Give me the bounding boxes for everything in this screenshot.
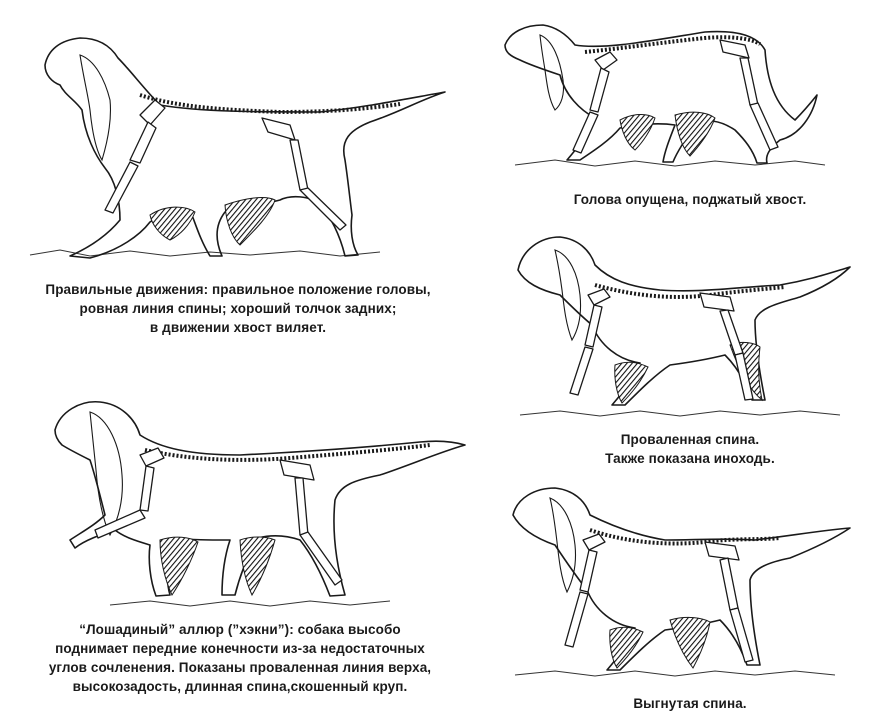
figure-correct-movement: [0, 0, 470, 340]
caption-roach-back: [495, 694, 885, 713]
dog-illustration-hackney: [0, 390, 490, 615]
dog-illustration-roach-back: [495, 480, 885, 685]
caption-hackney-gait: [5, 620, 475, 696]
figure-head-down: [495, 0, 885, 215]
caption-line: Также показана иноходь.: [605, 451, 775, 466]
caption-line: ровная линия спины; хороший толчок задних;: [79, 301, 397, 316]
figure-hackney-gait: [0, 390, 490, 722]
caption-head-down: [495, 190, 885, 209]
dog-illustration-sway-back: [500, 215, 885, 425]
caption-sway-back: [500, 430, 880, 468]
caption-line: высокозадость, длинная спина,скошенный круп.: [72, 679, 408, 694]
caption-line: углов сочленения. Показаны провaленная линия верха,: [48, 660, 432, 675]
dog-illustration-correct: [0, 0, 470, 270]
dog-illustration-head-down: [495, 0, 885, 180]
caption-line: в движении хвост виляет.: [149, 320, 327, 335]
caption-line: Правильные движения: правильное положение головы,: [45, 282, 431, 297]
caption-correct-movement: [18, 280, 458, 337]
figure-roach-back: [495, 480, 885, 722]
caption-line: Выгнутая спина.: [633, 696, 747, 711]
caption-line: “Лошадиный” аллюр (”хэкни”): собака высобо: [79, 622, 401, 637]
figure-sway-back: [500, 215, 885, 475]
caption-line: Голова опущена, поджатый хвост.: [573, 192, 807, 207]
caption-line: поднимает передние конечности из-за недостаточных: [55, 641, 425, 656]
caption-line: Провaленная спина.: [620, 432, 760, 447]
